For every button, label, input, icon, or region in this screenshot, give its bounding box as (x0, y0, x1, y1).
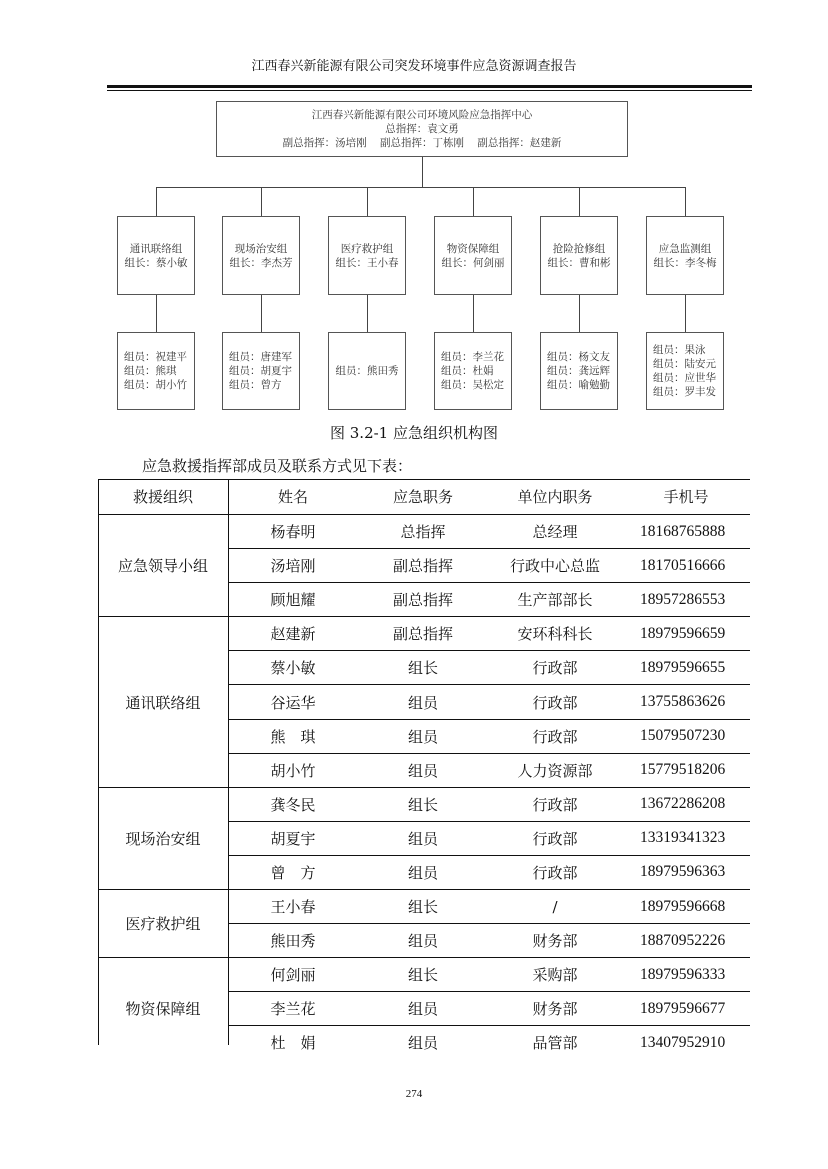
org-member: 组员：龚远辉 (547, 365, 610, 377)
cell-dept: 财务部 (488, 992, 622, 1026)
org-members-box (646, 332, 724, 410)
org-top-name: 江西春兴新能源有限公司环境风险应急指挥中心 (311, 109, 533, 121)
org-bus-line (156, 187, 685, 188)
cell-name: 杨春明 (228, 515, 358, 549)
cell-role: 组长 (358, 958, 488, 992)
cell-name: 顾旭耀 (228, 583, 358, 617)
page-number: 274 (405, 1088, 423, 1100)
cell-name: 汤培刚 (228, 549, 358, 583)
org-member: 组员：喻勉勤 (547, 379, 610, 391)
org-member-connector (156, 295, 157, 332)
table-row (98, 617, 750, 651)
table-row (98, 890, 750, 924)
org-group-box (117, 216, 195, 295)
org-group-box (328, 216, 406, 295)
org-group-name: 抢险抢修组 (552, 242, 606, 255)
org-group-box (646, 216, 724, 295)
org-member-connector (367, 295, 368, 332)
org-branch-line (473, 187, 474, 216)
org-member-connector (579, 295, 580, 332)
cell-phone: 18979596659 (622, 617, 750, 651)
org-members-box (328, 332, 406, 410)
org-member: 组员：吴松定 (441, 379, 504, 391)
table-intro: 应急救援指挥部成员及联系方式见下表： (142, 457, 413, 475)
cell-name: 胡小竹 (228, 753, 358, 787)
org-member: 组员：杨文友 (547, 351, 610, 363)
cell-dept: 品管部 (532, 1034, 578, 1053)
org-group-leader: 组长：曹和彬 (547, 256, 611, 269)
cell-role: 组员 (358, 992, 488, 1026)
org-members-box (540, 332, 618, 410)
cell-name: 王小春 (228, 890, 358, 924)
org-members-box (434, 332, 512, 410)
cell-dept: 行政部 (488, 821, 622, 855)
table-left-border (98, 479, 99, 1045)
cell-dept: 人力资源部 (488, 753, 622, 787)
org-top-commander: 总指挥：袁文勇 (385, 123, 459, 135)
cell-phone: 18979596677 (622, 992, 750, 1026)
cell-phone: 15079507230 (622, 719, 750, 753)
cell-org: 通讯联络组 (98, 617, 228, 787)
org-trunk-line (422, 157, 423, 187)
org-member-connector (261, 295, 262, 332)
cell-dept: 行政部 (488, 855, 622, 889)
table-header-row (98, 479, 750, 515)
cell-phone: 18979596655 (622, 651, 750, 685)
cell-dept: 行政部 (488, 685, 622, 719)
cell-name: 龚冬民 (228, 787, 358, 821)
cell-phone: 18168765888 (622, 515, 750, 549)
col-header-dept: 单位内职务 (488, 479, 622, 515)
org-group-box (222, 216, 300, 295)
org-group-name: 物资保障组 (446, 242, 500, 255)
org-chart (0, 0, 828, 420)
table-column-divider (228, 479, 229, 1045)
org-branch-line (579, 187, 580, 216)
cell-role: 组员 (358, 821, 488, 855)
org-deputy: 副总指挥：丁栋刚 (380, 137, 464, 149)
org-branch-line (156, 187, 157, 216)
cell-phone: 18957286553 (622, 583, 750, 617)
cell-dept: 安环科科长 (488, 617, 622, 651)
cell-name: 李兰花 (228, 992, 358, 1026)
org-group-leader: 组长：蔡小敏 (124, 256, 188, 269)
cell-name: 熊 琪 (228, 719, 358, 753)
org-top-deputies (217, 136, 627, 150)
cell-phone: 18979596363 (622, 855, 750, 889)
org-member: 组员：胡夏宇 (229, 365, 292, 377)
col-header-org: 救援组织 (98, 479, 228, 515)
org-deputy: 副总指挥：汤培刚 (282, 137, 367, 149)
cell-role: 组长 (358, 651, 488, 685)
cell-role: 组员 (407, 1034, 438, 1053)
cell-phone: 13755863626 (622, 685, 750, 719)
cell-role: 副总指挥 (358, 549, 488, 583)
col-header-name: 姓名 (228, 479, 358, 515)
cell-role: 组员 (358, 855, 488, 889)
cell-phone: 18870952226 (622, 924, 750, 958)
org-member: 组员：陆安元 (653, 358, 716, 370)
cell-dept: / (488, 890, 622, 924)
cell-phone: 15779518206 (622, 753, 750, 787)
org-deputy: 副总指挥：赵建新 (477, 137, 562, 149)
cell-phone: 13407952910 (640, 1033, 726, 1051)
cell-org: 医疗救护组 (98, 890, 228, 958)
cell-role: 组员 (358, 924, 488, 958)
cell-role: 副总指挥 (358, 583, 488, 617)
cell-dept: 采购部 (488, 958, 622, 992)
cell-dept: 生产部部长 (488, 583, 622, 617)
cell-name: 熊田秀 (228, 924, 358, 958)
cell-dept: 总经理 (488, 515, 622, 549)
cell-phone: 13672286208 (622, 787, 750, 821)
cell-dept: 行政部 (488, 719, 622, 753)
org-group-box (540, 216, 618, 295)
cell-dept: 行政中心总监 (488, 549, 622, 583)
cell-phone: 18170516666 (622, 549, 750, 583)
org-group-leader: 组长：王小春 (335, 256, 399, 269)
page-header-title: 江西春兴新能源有限公司突发环境事件应急资源调查报告 (251, 59, 577, 74)
cell-name: 胡夏宇 (228, 821, 358, 855)
org-member: 组员：李兰花 (441, 351, 504, 363)
org-member: 组员：祝建平 (124, 351, 187, 363)
cell-org: 现场治安组 (98, 787, 228, 889)
org-member-connector (473, 295, 474, 332)
org-group-box (434, 216, 512, 295)
cell-role: 组员 (358, 753, 488, 787)
org-group-name: 通讯联络组 (129, 242, 183, 255)
cell-role: 组长 (358, 890, 488, 924)
figure-caption: 图 3.2-1 应急组织机构图 (329, 424, 498, 442)
cell-dept: 行政部 (488, 651, 622, 685)
org-branch-line (367, 187, 368, 216)
cell-name: 杜 娟 (270, 1034, 316, 1053)
cell-phone: 13319341323 (622, 821, 750, 855)
cell-dept: 财务部 (488, 924, 622, 958)
cell-role: 组员 (358, 719, 488, 753)
org-branch-line (685, 187, 686, 216)
cell-dept: 行政部 (488, 787, 622, 821)
org-members-box (222, 332, 300, 410)
cell-name: 谷运华 (228, 685, 358, 719)
col-header-role: 应急职务 (358, 479, 488, 515)
org-top-box (216, 101, 628, 157)
cell-phone: 18979596668 (622, 890, 750, 924)
cell-org: 应急领导小组 (98, 515, 228, 617)
org-group-leader: 组长：何剑丽 (441, 256, 505, 269)
org-branch-line (261, 187, 262, 216)
cell-name: 何剑丽 (228, 958, 358, 992)
org-member: 组员：曾方 (229, 379, 282, 391)
cell-name: 赵建新 (228, 617, 358, 651)
cell-role: 组长 (358, 787, 488, 821)
org-group-leader: 组长：李冬梅 (653, 256, 717, 269)
org-member: 组员：果泳 (653, 344, 706, 356)
org-members-box (117, 332, 195, 410)
cell-name: 蔡小敏 (228, 651, 358, 685)
org-member: 组员：熊田秀 (335, 365, 399, 377)
org-member: 组员：罗丰发 (653, 386, 716, 398)
org-member: 组员：熊琪 (124, 365, 177, 377)
table-row (98, 958, 750, 992)
org-group-name: 医疗救护组 (340, 242, 394, 255)
cell-phone: 18979596333 (622, 958, 750, 992)
table-row (98, 787, 750, 821)
org-group-name: 应急监测组 (658, 242, 712, 255)
cell-role: 组员 (358, 685, 488, 719)
org-member: 组员：应世华 (653, 372, 716, 384)
cell-name: 曾 方 (228, 855, 358, 889)
org-group-leader: 组长：李杰芳 (229, 256, 293, 269)
org-member: 组员：唐建军 (229, 351, 292, 363)
cell-org: 物资保障组 (125, 1000, 201, 1019)
cell-role: 总指挥 (358, 515, 488, 549)
col-header-phone: 手机号 (622, 479, 750, 515)
org-member: 组员：胡小竹 (124, 379, 187, 391)
table-row (98, 515, 750, 549)
org-member-connector (685, 295, 686, 332)
contact-table (98, 479, 750, 1060)
cell-role: 副总指挥 (358, 617, 488, 651)
org-member: 组员：杜娟 (441, 365, 494, 377)
org-group-name: 现场治安组 (234, 242, 288, 255)
